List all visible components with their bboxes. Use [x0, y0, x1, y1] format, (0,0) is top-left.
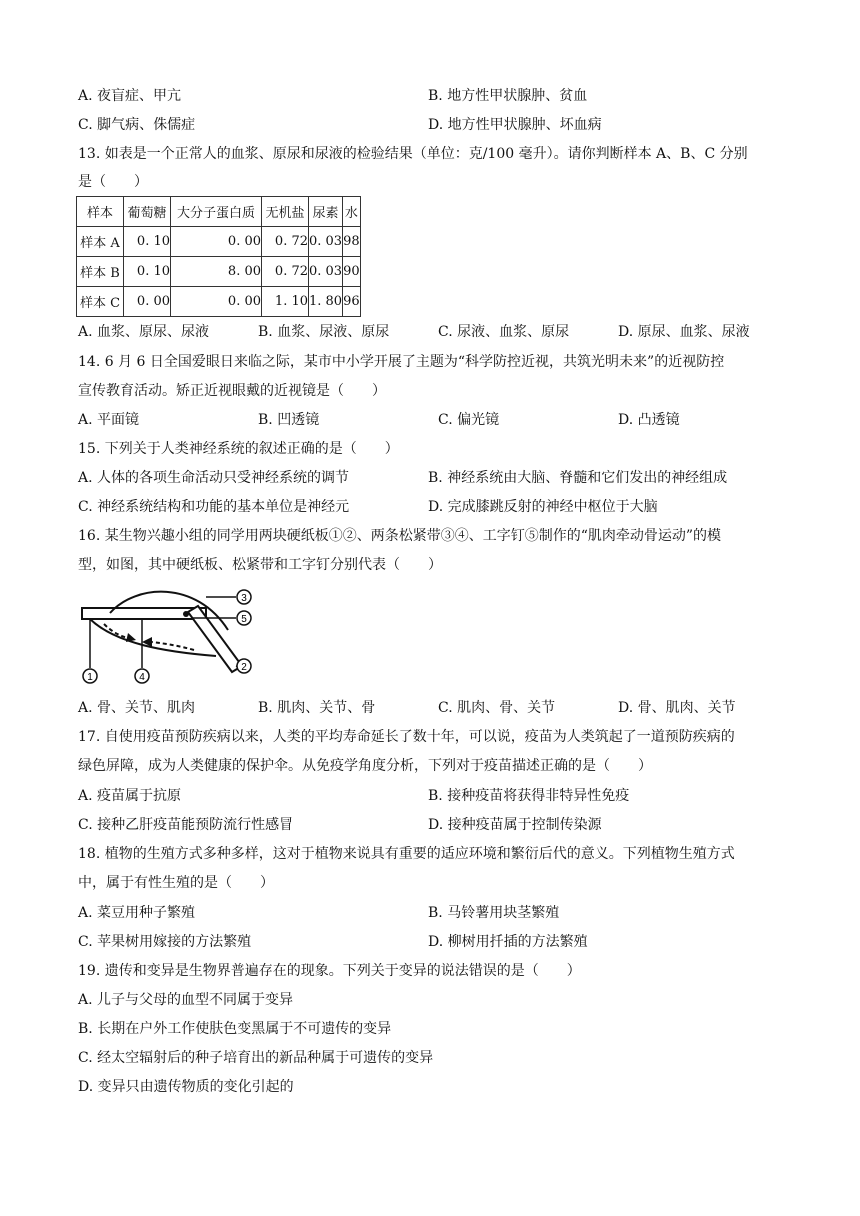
- q12-options-row1: [78, 86, 778, 106]
- svg-text:2: 2: [241, 662, 247, 673]
- q13-option-c: C. 尿液、血浆、原尿: [438, 324, 570, 340]
- q17-stem-line2: 绿色屏障，成为人类健康的保护伞。从免疫学角度分析，下列对于疫苗描述正确的是（ ）: [78, 758, 652, 774]
- q17-option-d: D. 接种疫苗属于控制传染源: [428, 817, 602, 833]
- label-5: [237, 611, 251, 625]
- q18-options-row1: [78, 903, 778, 923]
- table-cell: 0. 72: [262, 257, 309, 287]
- q15-options-row1: [78, 468, 778, 488]
- q16-option-d: D. 骨、肌肉、关节: [618, 700, 736, 716]
- q12-options-row2: [78, 115, 778, 135]
- table-cell: 0. 00: [171, 227, 262, 257]
- q17-option-c: C. 接种乙肝疫苗能预防流行性感冒: [78, 817, 294, 833]
- q17-stem-line1: 17. 自使用疫苗预防疾病以来，人类的平均寿命延长了数十年，可以说，疫苗为人类筑起了一道预防疾病的: [78, 729, 735, 745]
- svg-text:1: 1: [87, 672, 93, 683]
- q12-option-c: C. 脚气病、侏儒症: [78, 117, 196, 133]
- q12-option-d: D. 地方性甲状腺肿、坏血病: [428, 117, 602, 133]
- q13-options: [78, 322, 798, 342]
- q12-option-a: A. 夜盲症、甲亢: [78, 88, 182, 104]
- q19-option-b: B. 长期在户外工作使肤色变黑属于不可遗传的变异: [78, 1021, 392, 1037]
- table-cell: 0. 72: [262, 227, 309, 257]
- q18-stem-line1: 18. 植物的生殖方式多种多样，这对于植物来说具有重要的适应环境和繁衍后代的意义。下列植物生殖方式: [78, 846, 735, 862]
- svg-text:5: 5: [241, 614, 247, 625]
- pin-marker: [183, 611, 189, 617]
- table-cell: 0. 03: [309, 227, 343, 257]
- cardboard-lower: [188, 606, 242, 672]
- q15-option-a: A. 人体的各项生命活动只受神经系统的调节: [78, 470, 350, 486]
- q16-options: [78, 698, 798, 718]
- q15-option-c: C. 神经系统结构和功能的基本单位是神经元: [78, 499, 350, 515]
- table-row: [77, 227, 361, 257]
- table-header-cell: 水: [343, 197, 361, 227]
- table-header-cell: 尿素: [309, 197, 343, 227]
- q18-option-d: D. 柳树用扦插的方法繁殖: [428, 934, 588, 950]
- q15-option-b: B. 神经系统由大脑、脊髓和它们发出的神经组成: [428, 470, 728, 486]
- q17-options-row2: [78, 815, 778, 835]
- table-cell: 样本 C: [77, 287, 124, 317]
- table-cell: 0. 10: [124, 227, 171, 257]
- q16-option-b: B. 肌肉、关节、骨: [258, 700, 376, 716]
- q13-data-table: [76, 196, 361, 317]
- q14-option-c: C. 偏光镜: [438, 412, 500, 428]
- q19-option-d: D. 变异只由遗传物质的变化引起的: [78, 1079, 294, 1095]
- table-header-cell: 大分子蛋白质: [171, 197, 262, 227]
- q18-options-row2: [78, 932, 778, 952]
- table-cell: 98: [343, 227, 361, 257]
- q17-option-b: B. 接种疫苗将获得非特异性免疫: [428, 788, 630, 804]
- q15-stem: 15. 下列关于人类神经系统的叙述正确的是（ ）: [78, 441, 399, 457]
- q19-option-c: C. 经太空辐射后的种子培育出的新品种属于可遗传的变异: [78, 1050, 434, 1066]
- q17-options-row1: [78, 786, 778, 806]
- table-cell: 96: [343, 287, 361, 317]
- q14-options: [78, 410, 798, 430]
- label-2: [237, 659, 251, 673]
- table-header-cell: 无机盐: [262, 197, 309, 227]
- q14-stem-line2: 宣传教育活动。矫正近视眼戴的近视镜是（ ）: [78, 383, 386, 399]
- table-cell: 样本 B: [77, 257, 124, 287]
- q19-option-a: A. 儿子与父母的血型不同属于变异: [78, 992, 294, 1008]
- q15-options-row2: [78, 497, 778, 517]
- label-1: [83, 669, 97, 683]
- q18-option-b: B. 马铃薯用块茎繁殖: [428, 905, 560, 921]
- muscle-bone-model-diagram: [76, 584, 286, 688]
- q14-stem-line1: 14. 6 月 6 日全国爱眼日来临之际，某市中小学开展了主题为“科学防控近视，共筑光明未来”的近视防控: [78, 354, 725, 370]
- q17-option-a: A. 疫苗属于抗原: [78, 788, 182, 804]
- q16-option-c: C. 肌肉、骨、关节: [438, 700, 556, 716]
- q13-stem-line1: 13. 如表是一个正常人的血浆、原尿和尿液的检验结果（单位：克/100 毫升）。请你判断样本 A、B、C 分别: [78, 146, 748, 162]
- q18-stem-line2: 中，属于有性生殖的是（ ）: [78, 875, 274, 891]
- table-header-row: [77, 197, 361, 227]
- table-cell: 0. 03: [309, 257, 343, 287]
- label-3: [237, 590, 251, 604]
- table-cell: 1. 80: [309, 287, 343, 317]
- q16-stem-line2: 型，如图，其中硬纸板、松紧带和工字钉分别代表（ ）: [78, 557, 442, 573]
- table-cell: 0. 10: [124, 257, 171, 287]
- table-row: [77, 287, 361, 317]
- q13-stem-line2: 是（ ）: [78, 174, 148, 190]
- table-cell: 8. 00: [171, 257, 262, 287]
- q13-option-d: D. 原尿、血浆、尿液: [618, 324, 750, 340]
- q18-option-c: C. 苹果树用嫁接的方法繁殖: [78, 934, 252, 950]
- table-cell: 0. 00: [171, 287, 262, 317]
- q16-stem-line1: 16. 某生物兴趣小组的同学用两块硬纸板①②、两条松紧带③④、工字钉⑤制作的“肌肉牵动骨运动”的模: [78, 528, 722, 544]
- table-cell: 90: [343, 257, 361, 287]
- q16-option-a: A. 骨、关节、肌肉: [78, 700, 196, 716]
- table-cell: 样本 A: [77, 227, 124, 257]
- table-cell: 1. 10: [262, 287, 309, 317]
- q13-option-b: B. 血浆、尿液、原尿: [258, 324, 390, 340]
- table-row: [77, 257, 361, 287]
- q12-option-b: B. 地方性甲状腺肿、贫血: [428, 88, 588, 104]
- q13-option-a: A. 血浆、原尿、尿液: [78, 324, 210, 340]
- q15-option-d: D. 完成膝跳反射的神经中枢位于大脑: [428, 499, 658, 515]
- svg-text:4: 4: [139, 672, 145, 683]
- table-header-cell: 葡萄糖: [124, 197, 171, 227]
- q14-option-b: B. 凹透镜: [258, 412, 320, 428]
- table-header-cell: 样本: [77, 197, 124, 227]
- label-4: [135, 669, 149, 683]
- svg-text:3: 3: [241, 593, 247, 604]
- q19-stem: 19. 遗传和变异是生物界普遍存在的现象。下列关于变异的说法错误的是（ ）: [78, 963, 581, 979]
- q14-option-d: D. 凸透镜: [618, 412, 680, 428]
- arrow-left-head: [126, 633, 136, 642]
- q14-option-a: A. 平面镜: [78, 412, 140, 428]
- table-cell: 0. 00: [124, 287, 171, 317]
- q18-option-a: A. 菜豆用种子繁殖: [78, 905, 196, 921]
